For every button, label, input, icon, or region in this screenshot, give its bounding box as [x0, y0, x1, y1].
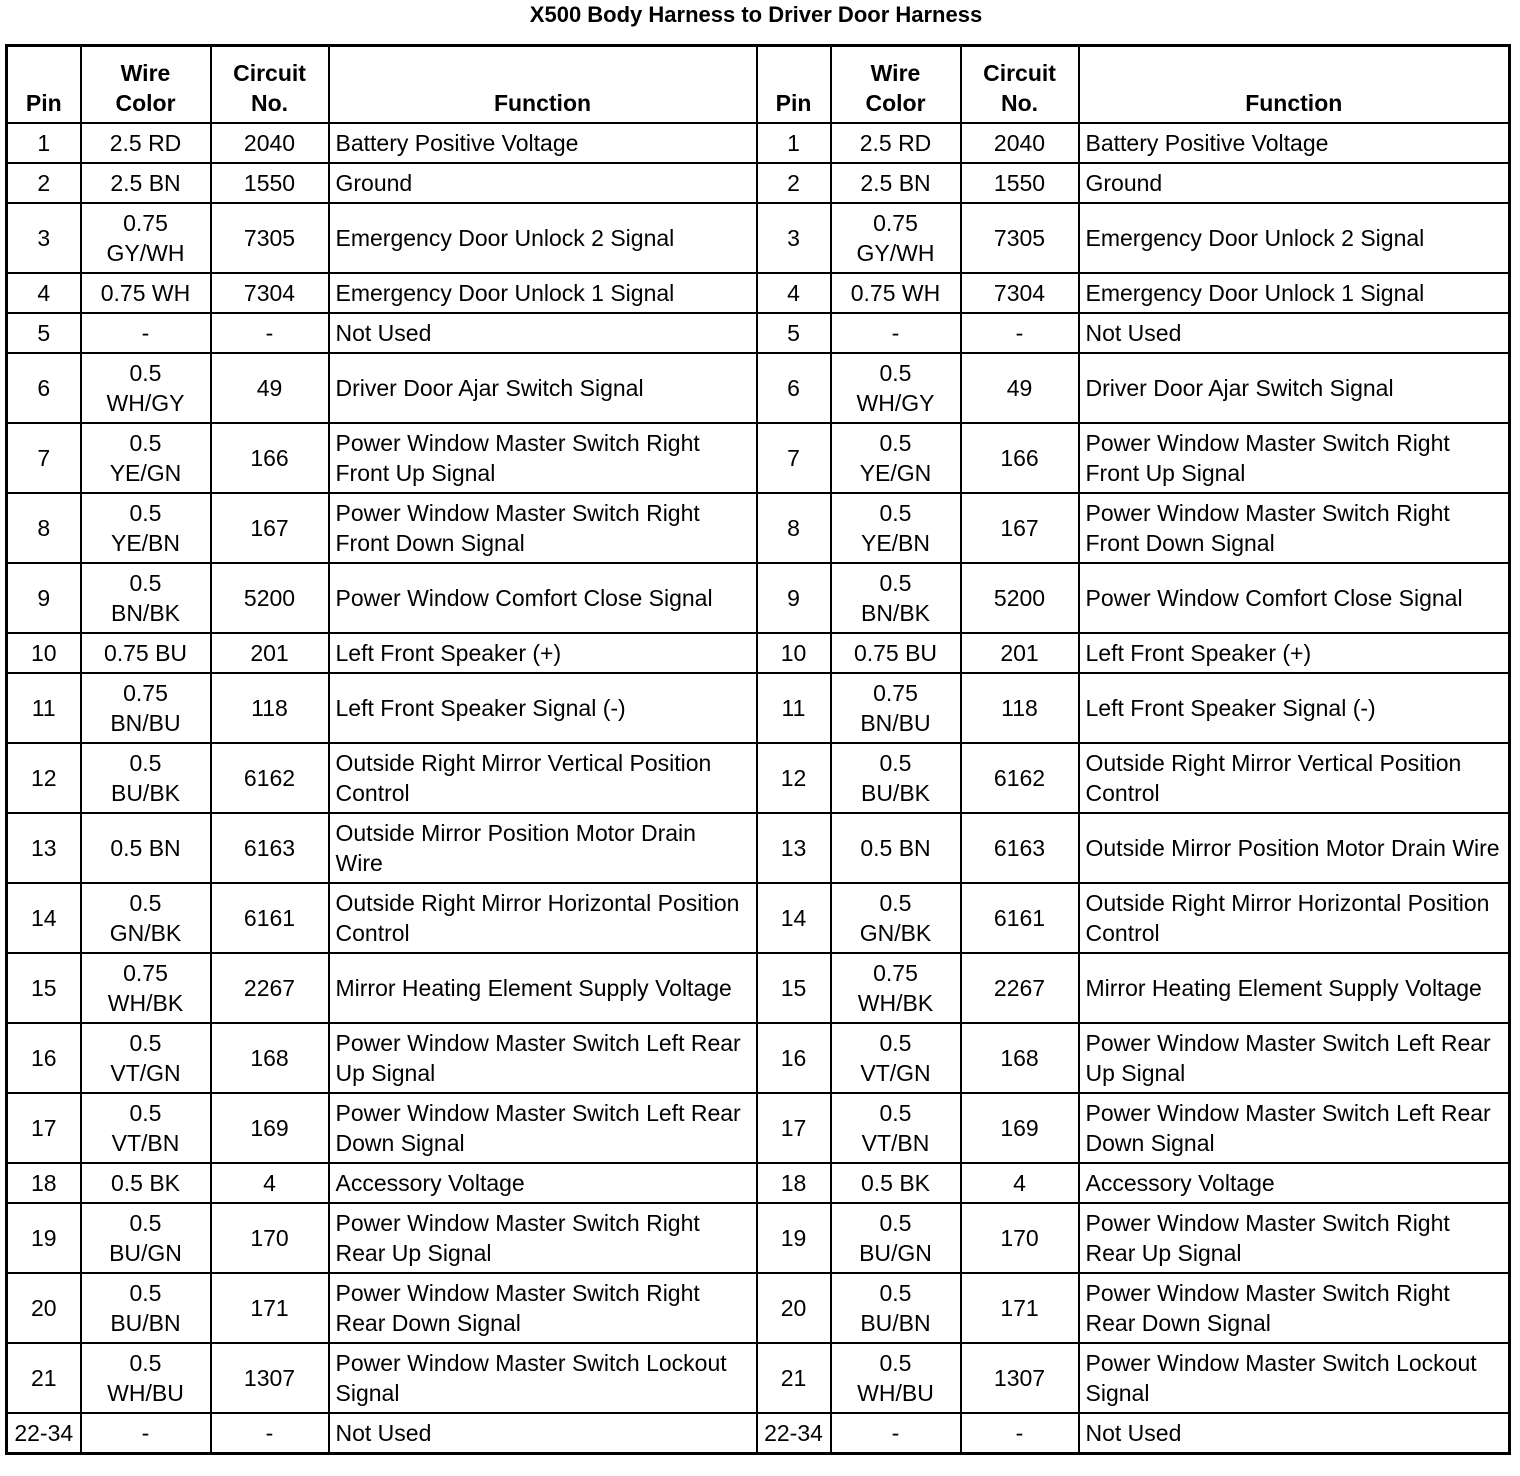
function-cell: Mirror Heating Element Supply Voltage — [329, 953, 757, 1023]
wire-color-cell: - — [81, 313, 211, 353]
function-cell: Battery Positive Voltage — [1079, 123, 1510, 163]
wire-color-cell: - — [81, 1413, 211, 1453]
header-wire-color-line1: Wire — [120, 60, 171, 86]
pin-cell: 11 — [757, 673, 831, 743]
circuit-cell: 2267 — [961, 953, 1079, 1023]
pin-cell: 17 — [757, 1093, 831, 1163]
circuit-cell: 7305 — [961, 203, 1079, 273]
function-cell: Power Window Master Switch Lockout Signal — [329, 1343, 757, 1413]
function-cell: Power Window Master Switch Right Rear Up Signal — [1079, 1203, 1510, 1273]
function-cell: Left Front Speaker (+) — [1079, 633, 1510, 673]
function-cell: Not Used — [329, 313, 757, 353]
table-row — [7, 423, 1510, 493]
table-row — [7, 883, 1510, 953]
pin-cell: 16 — [757, 1023, 831, 1093]
table-row — [7, 1163, 1510, 1203]
circuit-cell: 168 — [211, 1023, 329, 1093]
wire-color-cell: 0.5 BN — [81, 813, 211, 883]
wire-color-cell: 0.5 YE/BN — [81, 493, 211, 563]
circuit-cell: 6163 — [961, 813, 1079, 883]
pin-cell: 19 — [7, 1203, 81, 1273]
function-cell: Not Used — [329, 1413, 757, 1453]
function-cell: Power Window Master Switch Right Rear Down Signal — [1079, 1273, 1510, 1343]
wire-color-cell: 0.5 BU/BN — [81, 1273, 211, 1343]
circuit-cell: 167 — [211, 493, 329, 563]
wire-color-cell: - — [831, 313, 961, 353]
table-row — [7, 953, 1510, 1023]
pin-cell: 4 — [7, 273, 81, 313]
circuit-cell: 5200 — [961, 563, 1079, 633]
function-cell: Power Window Comfort Close Signal — [1079, 563, 1510, 633]
wire-color-cell: 0.75 BU — [81, 633, 211, 673]
header-wire-color — [831, 46, 961, 124]
function-cell: Outside Right Mirror Horizontal Position Control — [329, 883, 757, 953]
table-row — [7, 743, 1510, 813]
circuit-cell: 170 — [211, 1203, 329, 1273]
function-cell: Left Front Speaker (+) — [329, 633, 757, 673]
pin-cell: 15 — [757, 953, 831, 1023]
table-row — [7, 563, 1510, 633]
table-row — [7, 203, 1510, 273]
wire-color-cell: 0.5 BN/BK — [831, 563, 961, 633]
pin-cell: 18 — [757, 1163, 831, 1203]
circuit-cell: 166 — [961, 423, 1079, 493]
pin-cell: 2 — [7, 163, 81, 203]
circuit-cell: 168 — [961, 1023, 1079, 1093]
circuit-cell: 49 — [211, 353, 329, 423]
pin-cell: 6 — [7, 353, 81, 423]
header-circuit-line1: Circuit — [983, 60, 1056, 86]
pin-cell: 14 — [7, 883, 81, 953]
function-cell: Emergency Door Unlock 2 Signal — [1079, 203, 1510, 273]
circuit-cell: 6163 — [211, 813, 329, 883]
circuit-cell: 169 — [211, 1093, 329, 1163]
wire-color-cell: 0.5 WH/BU — [81, 1343, 211, 1413]
circuit-cell: 4 — [211, 1163, 329, 1203]
function-cell: Power Window Master Switch Left Rear Up Signal — [329, 1023, 757, 1093]
function-cell: Power Window Master Switch Right Front Up Signal — [1079, 423, 1510, 493]
wire-color-cell: 0.5 BK — [81, 1163, 211, 1203]
wire-color-cell: 2.5 RD — [831, 123, 961, 163]
wire-color-cell: 0.5 WH/GY — [831, 353, 961, 423]
table-body — [7, 123, 1510, 1453]
function-cell: Outside Right Mirror Vertical Position Control — [329, 743, 757, 813]
wire-color-cell: 0.75 WH/BK — [831, 953, 961, 1023]
pin-cell: 1 — [7, 123, 81, 163]
pin-cell: 8 — [7, 493, 81, 563]
pin-cell: 20 — [757, 1273, 831, 1343]
circuit-cell: 166 — [211, 423, 329, 493]
pin-cell: 5 — [757, 313, 831, 353]
function-cell: Power Window Master Switch Left Rear Down Signal — [1079, 1093, 1510, 1163]
pin-cell: 9 — [757, 563, 831, 633]
circuit-cell: 170 — [961, 1203, 1079, 1273]
circuit-cell: 201 — [211, 633, 329, 673]
pin-cell: 11 — [7, 673, 81, 743]
circuit-cell: 4 — [961, 1163, 1079, 1203]
header-wire-color-line2: Color — [865, 90, 926, 116]
function-cell: Emergency Door Unlock 1 Signal — [1079, 273, 1510, 313]
pin-cell: 15 — [7, 953, 81, 1023]
wire-color-cell: 0.5 GN/BK — [831, 883, 961, 953]
circuit-cell: 118 — [211, 673, 329, 743]
circuit-cell: 2267 — [211, 953, 329, 1023]
function-cell: Power Window Master Switch Right Rear Down Signal — [329, 1273, 757, 1343]
pin-cell: 12 — [757, 743, 831, 813]
wire-color-cell: 0.5 BU/GN — [81, 1203, 211, 1273]
header-circuit-no — [961, 46, 1079, 124]
wire-color-cell: 2.5 RD — [81, 123, 211, 163]
pin-cell: 21 — [7, 1343, 81, 1413]
circuit-cell: 6161 — [961, 883, 1079, 953]
wire-color-cell: 0.5 WH/BU — [831, 1343, 961, 1413]
wire-color-cell: 0.5 BN/BK — [81, 563, 211, 633]
pin-cell: 14 — [757, 883, 831, 953]
function-cell: Not Used — [1079, 1413, 1510, 1453]
header-pin: Pin — [7, 46, 81, 124]
function-cell: Mirror Heating Element Supply Voltage — [1079, 953, 1510, 1023]
table-row — [7, 493, 1510, 563]
wire-color-cell: 0.75 WH — [831, 273, 961, 313]
connector-pinout-table — [5, 44, 1511, 1455]
pin-cell: 22-34 — [757, 1413, 831, 1453]
function-cell: Power Window Master Switch Right Front Down Signal — [1079, 493, 1510, 563]
function-cell: Power Window Comfort Close Signal — [329, 563, 757, 633]
wire-color-cell: 0.5 GN/BK — [81, 883, 211, 953]
wire-color-cell: 0.5 VT/GN — [81, 1023, 211, 1093]
circuit-cell: 1307 — [961, 1343, 1079, 1413]
function-cell: Accessory Voltage — [1079, 1163, 1510, 1203]
wire-color-cell: 2.5 BN — [81, 163, 211, 203]
table-row — [7, 633, 1510, 673]
table-row — [7, 1273, 1510, 1343]
pin-cell: 3 — [757, 203, 831, 273]
table-row — [7, 1343, 1510, 1413]
pin-cell: 9 — [7, 563, 81, 633]
wire-color-cell: - — [831, 1413, 961, 1453]
circuit-cell: 6162 — [211, 743, 329, 813]
wire-color-cell: 0.5 BU/BN — [831, 1273, 961, 1343]
wire-color-cell: 0.5 BK — [831, 1163, 961, 1203]
circuit-cell: - — [211, 313, 329, 353]
function-cell: Power Window Master Switch Right Front Down Signal — [329, 493, 757, 563]
pin-cell: 7 — [7, 423, 81, 493]
wire-color-cell: 0.5 YE/GN — [81, 423, 211, 493]
wire-color-cell: 0.5 VT/GN — [831, 1023, 961, 1093]
pin-cell: 7 — [757, 423, 831, 493]
circuit-cell: 171 — [211, 1273, 329, 1343]
header-wire-color-line1: Wire — [870, 60, 921, 86]
function-cell: Emergency Door Unlock 1 Signal — [329, 273, 757, 313]
circuit-cell: 2040 — [211, 123, 329, 163]
wire-color-cell: 0.5 WH/GY — [81, 353, 211, 423]
pin-cell: 10 — [7, 633, 81, 673]
pin-cell: 22-34 — [7, 1413, 81, 1453]
function-cell: Outside Mirror Position Motor Drain Wire — [1079, 813, 1510, 883]
circuit-cell: 7304 — [961, 273, 1079, 313]
wire-color-cell: 0.5 BU/BK — [831, 743, 961, 813]
function-cell: Power Window Master Switch Left Rear Down Signal — [329, 1093, 757, 1163]
circuit-cell: 6162 — [961, 743, 1079, 813]
function-cell: Battery Positive Voltage — [329, 123, 757, 163]
pin-cell: 16 — [7, 1023, 81, 1093]
header-function: Function — [1079, 46, 1510, 124]
pin-cell: 21 — [757, 1343, 831, 1413]
pin-cell: 19 — [757, 1203, 831, 1273]
function-cell: Accessory Voltage — [329, 1163, 757, 1203]
wire-color-cell: 0.75 WH/BK — [81, 953, 211, 1023]
pin-cell: 4 — [757, 273, 831, 313]
table-row — [7, 813, 1510, 883]
wire-color-cell: 0.5 YE/BN — [831, 493, 961, 563]
table-row — [7, 123, 1510, 163]
header-function: Function — [329, 46, 757, 124]
function-cell: Left Front Speaker Signal (-) — [1079, 673, 1510, 743]
header-circuit-line2: No. — [1000, 90, 1039, 116]
pin-cell: 13 — [757, 813, 831, 883]
function-cell: Left Front Speaker Signal (-) — [329, 673, 757, 743]
pin-cell: 12 — [7, 743, 81, 813]
circuit-cell: 5200 — [211, 563, 329, 633]
wire-color-cell: 0.5 VT/BN — [831, 1093, 961, 1163]
function-cell: Ground — [1079, 163, 1510, 203]
table-row — [7, 1413, 1510, 1453]
pin-cell: 2 — [757, 163, 831, 203]
pin-cell: 17 — [7, 1093, 81, 1163]
pin-cell: 5 — [7, 313, 81, 353]
circuit-cell: 167 — [961, 493, 1079, 563]
function-cell: Power Window Master Switch Lockout Signal — [1079, 1343, 1510, 1413]
table-row — [7, 1093, 1510, 1163]
table-row — [7, 1023, 1510, 1093]
table-row — [7, 353, 1510, 423]
function-cell: Power Window Master Switch Left Rear Up Signal — [1079, 1023, 1510, 1093]
circuit-cell: 201 — [961, 633, 1079, 673]
circuit-cell: - — [211, 1413, 329, 1453]
pin-cell: 13 — [7, 813, 81, 883]
page-title: X500 Body Harness to Driver Door Harness — [529, 2, 983, 27]
wire-color-cell: 0.75 BU — [831, 633, 961, 673]
header-circuit-line2: No. — [250, 90, 289, 116]
function-cell: Driver Door Ajar Switch Signal — [329, 353, 757, 423]
table-row — [7, 673, 1510, 743]
header-wire-color — [81, 46, 211, 124]
pin-cell: 20 — [7, 1273, 81, 1343]
pin-cell: 3 — [7, 203, 81, 273]
header-wire-color-line2: Color — [115, 90, 176, 116]
circuit-cell: 7304 — [211, 273, 329, 313]
circuit-cell: 6161 — [211, 883, 329, 953]
wire-color-cell: 0.75 WH — [81, 273, 211, 313]
pin-cell: 1 — [757, 123, 831, 163]
circuit-cell: - — [961, 313, 1079, 353]
function-cell: Outside Mirror Position Motor Drain Wire — [329, 813, 757, 883]
circuit-cell: 1550 — [961, 163, 1079, 203]
circuit-cell: 1550 — [211, 163, 329, 203]
function-cell: Not Used — [1079, 313, 1510, 353]
circuit-cell: 49 — [961, 353, 1079, 423]
wire-color-cell: 0.5 BU/GN — [831, 1203, 961, 1273]
header-circuit-no — [211, 46, 329, 124]
function-cell: Power Window Master Switch Right Rear Up Signal — [329, 1203, 757, 1273]
pin-cell: 8 — [757, 493, 831, 563]
wire-color-cell: 0.75 BN/BU — [81, 673, 211, 743]
pin-cell: 10 — [757, 633, 831, 673]
wire-color-cell: 2.5 BN — [831, 163, 961, 203]
table-row — [7, 313, 1510, 353]
function-cell: Outside Right Mirror Vertical Position Control — [1079, 743, 1510, 813]
function-cell: Ground — [329, 163, 757, 203]
circuit-cell: 2040 — [961, 123, 1079, 163]
table-row — [7, 163, 1510, 203]
wire-color-cell: 0.75 BN/BU — [831, 673, 961, 743]
circuit-cell: 1307 — [211, 1343, 329, 1413]
header-circuit-line1: Circuit — [233, 60, 306, 86]
wire-color-cell: 0.75 GY/WH — [81, 203, 211, 273]
circuit-cell: 169 — [961, 1093, 1079, 1163]
table-row — [7, 1203, 1510, 1273]
pin-cell: 6 — [757, 353, 831, 423]
circuit-cell: 118 — [961, 673, 1079, 743]
wire-color-cell: 0.5 BN — [831, 813, 961, 883]
wire-color-cell: 0.5 VT/BN — [81, 1093, 211, 1163]
circuit-cell: 7305 — [211, 203, 329, 273]
function-cell: Emergency Door Unlock 2 Signal — [329, 203, 757, 273]
function-cell: Power Window Master Switch Right Front Up Signal — [329, 423, 757, 493]
circuit-cell: - — [961, 1413, 1079, 1453]
header-row — [7, 46, 1510, 124]
pin-cell: 18 — [7, 1163, 81, 1203]
wire-color-cell: 0.5 BU/BK — [81, 743, 211, 813]
function-cell: Driver Door Ajar Switch Signal — [1079, 353, 1510, 423]
wire-color-cell: 0.75 GY/WH — [831, 203, 961, 273]
wire-color-cell: 0.5 YE/GN — [831, 423, 961, 493]
circuit-cell: 171 — [961, 1273, 1079, 1343]
header-pin: Pin — [757, 46, 831, 124]
table-row — [7, 273, 1510, 313]
function-cell: Outside Right Mirror Horizontal Position Control — [1079, 883, 1510, 953]
